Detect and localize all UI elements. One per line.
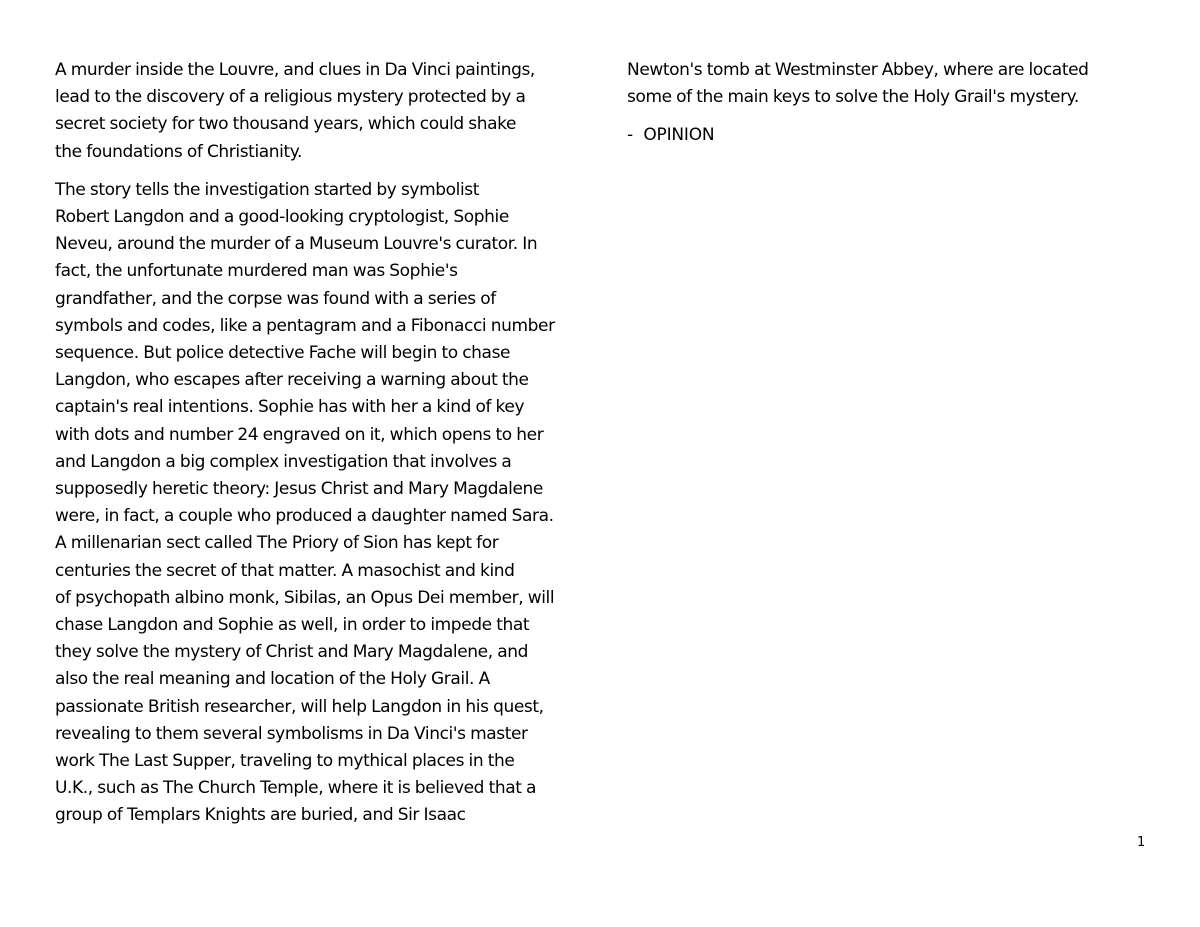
text-line: Robert Langdon and a good-looking cryptologist, Sophie (55, 207, 509, 228)
text-line: captain's real intentions. Sophie has with her a kind of key (55, 397, 525, 418)
text-line: supposedly heretic theory: Jesus Christ and Mary Magdalene (55, 479, 543, 500)
text-line: Langdon, who escapes after receiving a warning about the (55, 370, 529, 391)
text-line: A millenarian sect called The Priory of Sion has kept for (55, 533, 499, 554)
text-line: lead to the discovery of a religious mystery protected by a (55, 87, 526, 108)
text-line: also the real meaning and location of the Holy Grail. A (55, 669, 490, 690)
text-line: secret society for two thousand years, which could shake (55, 114, 517, 135)
text-line: revealing to them several symbolisms in Da Vinci's master (55, 723, 528, 744)
story-paragraph (55, 177, 577, 830)
text-line: work The Last Supper, traveling to mythical places in the (55, 751, 515, 772)
text-line: with dots and number 24 engraved on it, which opens to her (55, 424, 544, 445)
text-line: were, in fact, a couple who produced a daughter named Sara. (55, 506, 554, 527)
text-line: A murder inside the Louvre, and clues in Da Vinci paintings, (55, 60, 535, 80)
left-column (55, 57, 577, 841)
synopsis-intro-paragraph (55, 57, 577, 166)
right-column (627, 57, 1147, 149)
text-line: the foundations of Christianity. (55, 141, 302, 162)
text-line: symbols and codes, like a pentagram and a Fibonacci number (55, 315, 555, 336)
text-line: chase Langdon and Sophie as well, in order to impede that (55, 615, 530, 636)
text-line: passionate British researcher, will help Langdon in his quest, (55, 696, 544, 717)
text-line: The story tells the investigation started by symbolist (55, 179, 480, 200)
text-line: and Langdon a big complex investigation that involves a (55, 451, 512, 472)
text-line: centuries the secret of that matter. A masochist and kind (55, 560, 515, 581)
text-line: some of the main keys to solve the Holy Grail's mystery. (627, 87, 1079, 108)
page-number: 1 (1137, 835, 1146, 850)
opinion-heading: - OPINION (627, 125, 715, 146)
text-line: grandfather, and the corpse was found with a series of (55, 288, 496, 309)
text-line: of psychopath albino monk, Sibilas, an Opus Dei member, will (55, 587, 555, 608)
text-line: group of Templars Knights are buried, and Sir Isaac (55, 805, 466, 826)
text-line: sequence. But police detective Fache will begin to chase (55, 343, 511, 364)
text-line: fact, the unfortunate murdered man was Sophie's (55, 261, 458, 282)
text-line: Newton's tomb at Westminster Abbey, where are located (627, 60, 1089, 80)
text-line: U.K., such as The Church Temple, where it is believed that a (55, 778, 537, 799)
continuation-paragraph (627, 57, 1147, 111)
text-line: Neveu, around the murder of a Museum Louvre's curator. In (55, 234, 538, 255)
text-line: they solve the mystery of Christ and Mary Magdalene, and (55, 642, 529, 663)
